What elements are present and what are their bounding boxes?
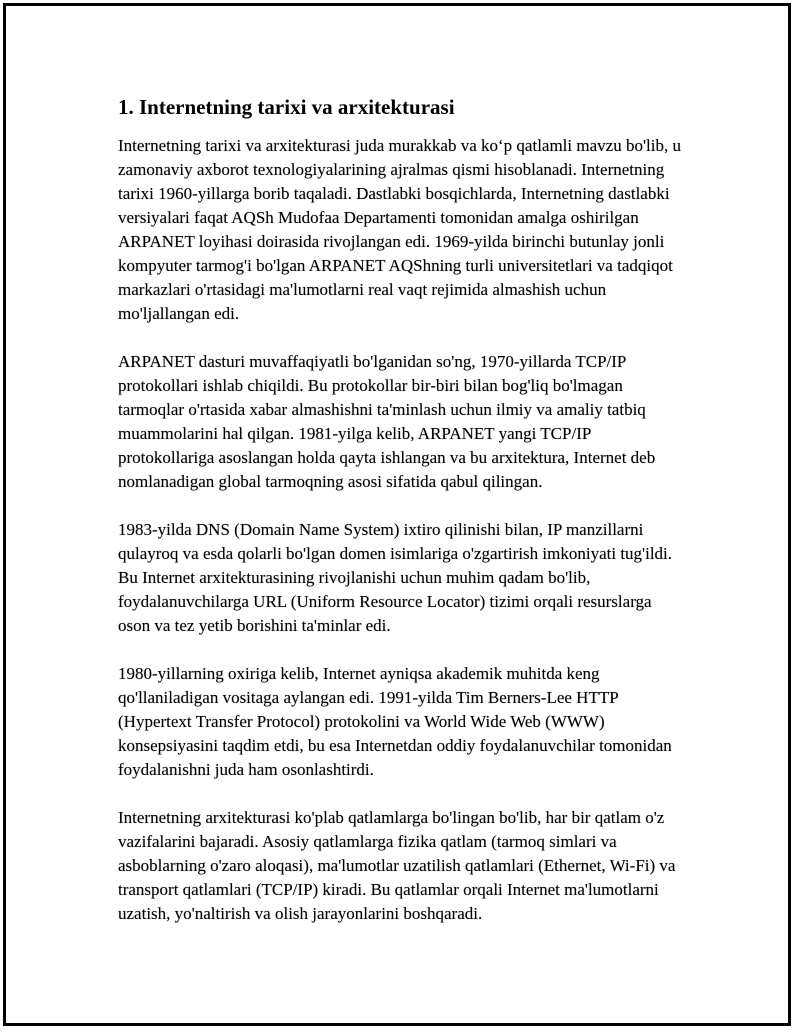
paragraph-www: 1980-yillarning oxiriga kelib, Internet ayniqsa akademik muhitda keng qo'llaniladigan vositaga aylangan edi. 1991-yilda Tim Berners-Lee HTTP (Hypertext Transfer Protocol) protokolini va World Wide Web (WWW) konsepsiyasini taqdim etdi, bu esa Internetdan oddiy foydalanuvchilar tomonidan foydalanishni juda ham osonlashtirdi. [118, 664, 672, 779]
paragraph-architecture: Internetning arxitekturasi ko'plab qatlamlarga bo'lingan bo'lib, har bir qatlam o'z vazifalarini bajaradi. Asosiy qatlamlarga fizika qatlam (tarmoq simlari va asboblarning o'zaro aloqasi), ma'lumotlar uzatilish qatlamlari (Ethernet, Wi-Fi) va transport qatlamlari (TCP/IP) kiradi. Bu qatlamlar orqali Internet ma'lumotlarni uzatish, yo'naltirish va olish jarayonlarini boshqaradi. [118, 808, 676, 923]
document-body [118, 94, 684, 950]
section-heading: 1. Internetning tarixi va arxitekturasi [118, 95, 455, 119]
paragraph-history-intro: Internetning tarixi va arxitekturasi juda murakkab va ko‘p qatlamli mavzu bo'lib, u zamonaviy axborot texnologiyalarining ajralmas qismi hisoblanadi. Internetning tarixi 1960-yillarga borib taqaladi. Dastlabki bosqichlarda, Internetning dastlabki versiyalari faqat AQSh Mudofaa Departamenti tomonidan amalga oshirilgan ARPANET loyihasi doirasida rivojlangan edi. 1969-yilda birinchi butunlay jonli kompyuter tarmog'i bo'lgan ARPANET AQShning turli universitetlari va tadqiqot markazlari o'rtasidagi ma'lumotlarni real vaqt rejimida almashish uchun mo'ljallangan edi. [118, 136, 681, 323]
paragraph-dns: 1983-yilda DNS (Domain Name System) ixtiro qilinishi bilan, IP manzillarni qulayroq va esda qolarli bo'lgan domen isimlariga o'zgartirish imkoniyati tug'ildi. Bu Internet arxitekturasining rivojlanishi uchun muhim qadam bo'lib, foydalanuvchilarga URL (Uniform Resource Locator) tizimi orqali resurslarga oson va tez yetib borishini ta'minlar edi. [118, 520, 673, 635]
paragraph-tcp-ip: ARPANET dasturi muvaffaqiyatli bo'lganidan so'ng, 1970-yillarda TCP/IP protokollari ishlab chiqildi. Bu protokollar bir-biri bilan bog'liq bo'lmagan tarmoqlar o'rtasida xabar almashishni ta'minlash uchun ilmiy va amaliy tatbiq muammolarini hal qilgan. 1981-yilga kelib, ARPANET yangi TCP/IP protokollariga asoslangan holda qayta ishlangan va bu arxitektura, Internet deb nomlanadigan global tarmoqning asosi sifatida qabul qilingan. [118, 352, 656, 491]
